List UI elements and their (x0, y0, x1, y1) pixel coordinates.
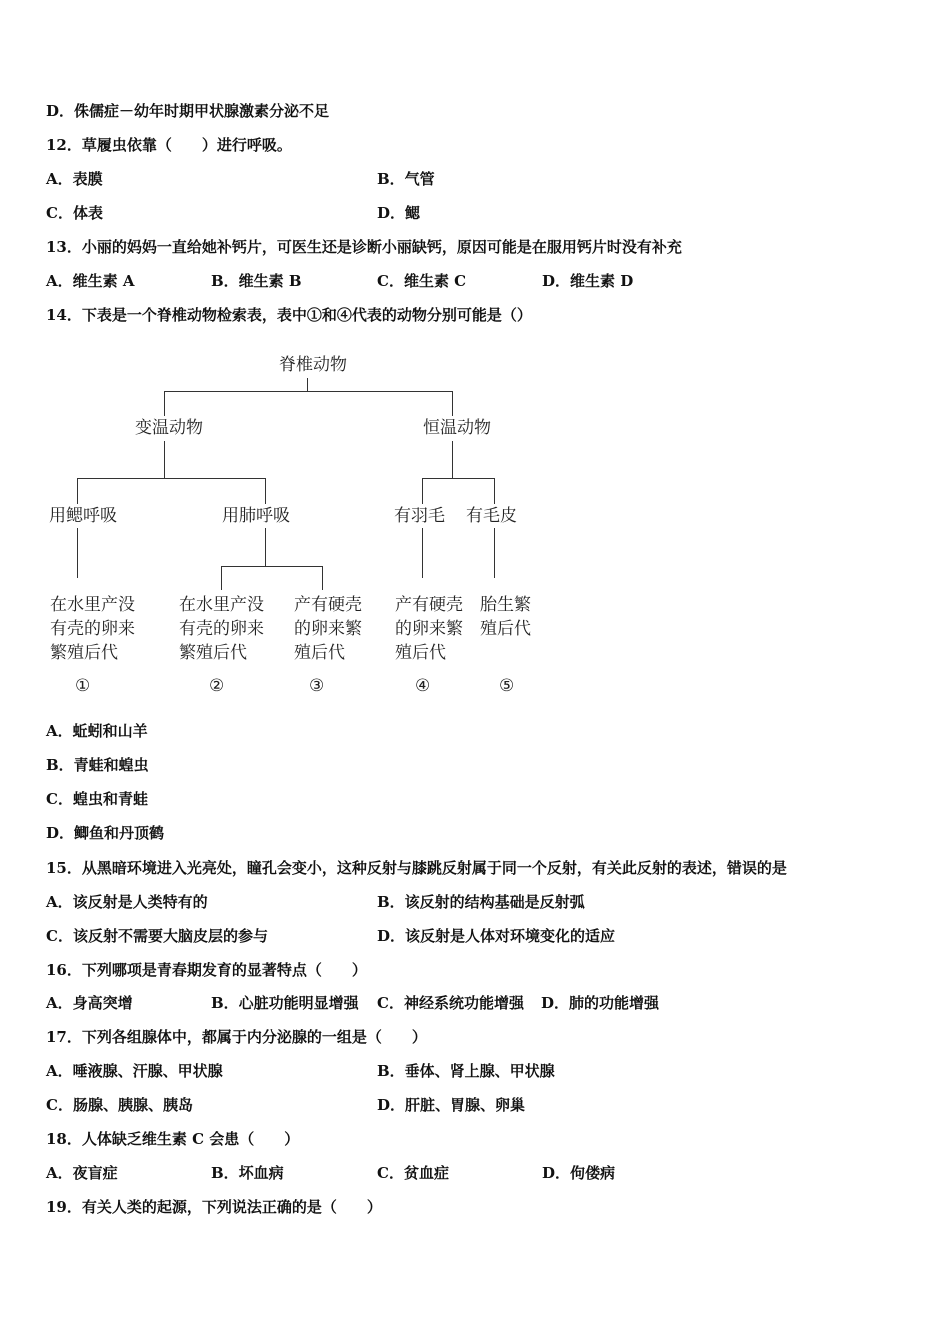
option: B．垂体、肾上腺、甲状腺 (377, 1062, 555, 1080)
leaf-line: 的卵来繁 (395, 619, 463, 639)
leaf-4 (395, 593, 463, 665)
option: D．佝偻病 (542, 1164, 616, 1182)
node-gill-breathing: 用鳃呼吸 (49, 506, 117, 526)
option: B．气管 (377, 170, 435, 188)
node-feathers: 有羽毛 (394, 506, 445, 526)
option: C．维生素 C (377, 272, 467, 290)
node-vertebrate: 脊椎动物 (279, 355, 347, 375)
option: B．青蛙和蝗虫 (46, 756, 149, 774)
option: A．唾液腺、汗腺、甲状腺 (46, 1062, 223, 1080)
leaf-line: 有壳的卵来 (50, 619, 135, 639)
question-13: 13．小丽的妈妈一直给她补钙片，可医生还是诊断小丽缺钙，原因可能是在服用钙片时没有补充 (46, 238, 682, 256)
line (265, 478, 266, 504)
question-19: 19．有关人类的起源，下列说法正确的是（ ） (46, 1198, 382, 1216)
line (164, 441, 165, 478)
option: B．维生素 B (211, 272, 302, 290)
line (422, 478, 423, 504)
option: C．神经系统功能增强 (377, 994, 524, 1012)
leaf-5 (480, 593, 531, 641)
node-cold-blooded: 变温动物 (135, 418, 203, 438)
option: A．身高突增 (46, 994, 133, 1012)
option: D．该反射是人体对环境变化的适应 (377, 927, 616, 945)
question-11-option-d: D．侏儒症－幼年时期甲状腺激素分泌不足 (46, 102, 330, 120)
option: A．维生素 A (46, 272, 135, 290)
node-lung-breathing: 用肺呼吸 (222, 506, 290, 526)
option: A．该反射是人类特有的 (46, 893, 208, 911)
line (221, 566, 323, 567)
line (77, 528, 78, 578)
option: A．蚯蚓和山羊 (46, 722, 148, 740)
question-16: 16．下列哪项是青春期发育的显著特点（ ） (46, 961, 367, 979)
leaf-line: 在水里产没 (179, 595, 264, 615)
line (77, 478, 266, 479)
question-14: 14．下表是一个脊椎动物检索表，表中①和④代表的动物分别可能是（） (46, 306, 532, 324)
leaf-line: 产有硬壳 (395, 595, 463, 615)
option: B．坏血病 (211, 1164, 284, 1182)
line (164, 391, 453, 392)
option: D．肺的功能增强 (541, 994, 660, 1012)
line (322, 566, 323, 590)
leaf-line: 繁殖后代 (50, 643, 118, 663)
leaf-line: 在水里产没 (50, 595, 135, 615)
leaf-line: 繁殖后代 (179, 643, 247, 663)
option: C．肠腺、胰腺、胰岛 (46, 1096, 193, 1114)
question-18: 18．人体缺乏维生素 C 会患（ ） (46, 1130, 300, 1148)
line (77, 478, 78, 504)
node-fur: 有毛皮 (466, 506, 517, 526)
leaf-line: 殖后代 (294, 643, 345, 663)
leaf-3 (294, 593, 362, 665)
node-warm-blooded: 恒温动物 (423, 418, 491, 438)
option: B．心脏功能明显增强 (211, 994, 359, 1012)
option: D．肝脏、胃腺、卵巢 (377, 1096, 526, 1114)
option: B．该反射的结构基础是反射弧 (377, 893, 585, 911)
option: C．体表 (46, 204, 103, 222)
line (422, 478, 495, 479)
leaf-line: 的卵来繁 (294, 619, 362, 639)
line (494, 478, 495, 504)
line (307, 378, 308, 391)
leaf-line: 产有硬壳 (294, 595, 362, 615)
leaf-1 (50, 593, 135, 665)
leaf-line: 殖后代 (395, 643, 446, 663)
line (164, 391, 165, 416)
option: D．鲫鱼和丹顶鹤 (46, 824, 165, 842)
option: C．该反射不需要大脑皮层的参与 (46, 927, 268, 945)
question-12: 12．草履虫依靠（ ）进行呼吸。 (46, 136, 292, 154)
label-5: ⑤ (499, 676, 515, 696)
line (422, 528, 423, 578)
line (452, 441, 453, 478)
leaf-2 (179, 593, 264, 665)
line (494, 528, 495, 578)
option: A．夜盲症 (46, 1164, 118, 1182)
option: D．鳃 (377, 204, 421, 222)
line (221, 566, 222, 590)
label-2: ② (209, 676, 225, 696)
question-15: 15．从黑暗环境进入光亮处，瞳孔会变小，这种反射与膝跳反射属于同一个反射，有关此反射的表述，错误的是 (46, 859, 787, 877)
option: D．维生素 D (542, 272, 634, 290)
leaf-line: 有壳的卵来 (179, 619, 264, 639)
label-4: ④ (415, 676, 431, 696)
label-3: ③ (309, 676, 325, 696)
label-1: ① (75, 676, 91, 696)
leaf-line: 殖后代 (480, 619, 531, 639)
leaf-line: 胎生繁 (480, 595, 531, 615)
question-17: 17．下列各组腺体中，都属于内分泌腺的一组是（ ） (46, 1028, 427, 1046)
option: A．表膜 (46, 170, 103, 188)
option: C．贫血症 (377, 1164, 449, 1182)
line (452, 391, 453, 416)
line (265, 528, 266, 566)
option: C．蝗虫和青蛙 (46, 790, 148, 808)
